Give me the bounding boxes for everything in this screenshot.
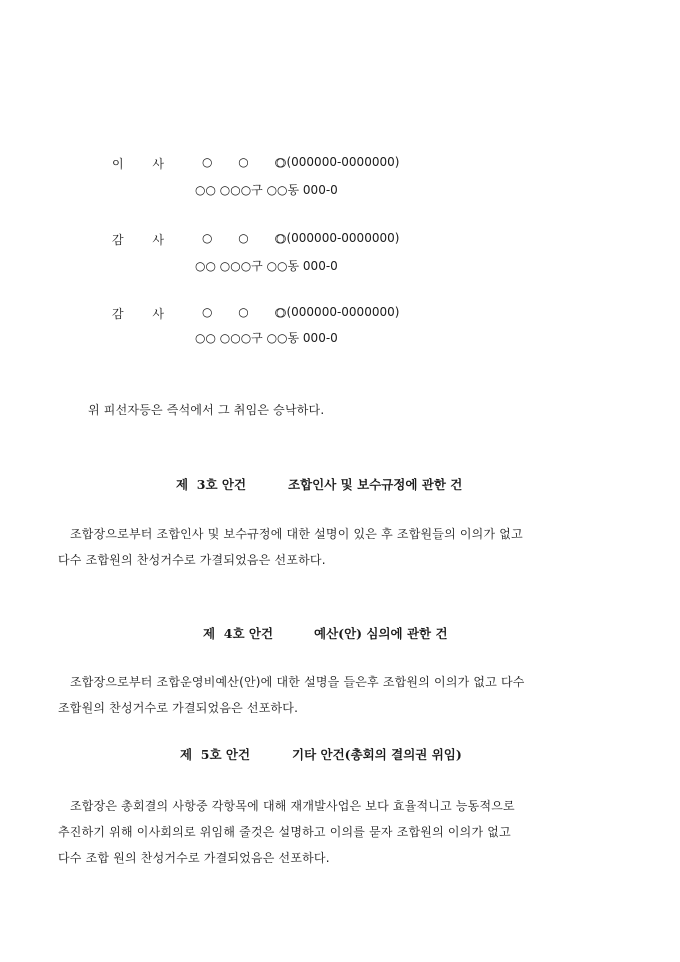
agenda-5-number: 제 5호 안건 bbox=[180, 747, 251, 762]
agenda-4-number: 제 4호 안건 bbox=[203, 626, 274, 641]
agenda-3-line: 다수 조합원의 찬성거수로 가결되었음은 선포하다. bbox=[58, 553, 326, 567]
role-char: 이 bbox=[112, 157, 124, 171]
role-char: 감 bbox=[112, 307, 124, 321]
agenda-3-line: 조합장으로부터 조합인사 및 보수규정에 대한 설명이 있은 후 조합원들의 이의가 없고 bbox=[70, 527, 523, 541]
officer-name-mark: ○ ○ ○ bbox=[202, 155, 286, 169]
role-char: 사 bbox=[152, 233, 164, 247]
agenda-5-line: 다수 조합 원의 찬성거수로 가결되었음은 선포하다. bbox=[58, 851, 330, 865]
officer-role bbox=[112, 155, 164, 172]
officer-name-mark: ○ ○ ○ bbox=[202, 231, 286, 245]
officer-name-mark: ○ ○ ○ bbox=[202, 305, 286, 319]
officer-role bbox=[112, 305, 164, 322]
agenda-3-number: 제 3호 안건 bbox=[176, 477, 247, 492]
agenda-4-line: 조합장으로부터 조합운영비예산(안)에 대한 설명을 들은후 조합원의 이의가 없고 다수 bbox=[70, 675, 525, 689]
officer-address: ○○ ○○○구 ○○동 000-0 bbox=[195, 331, 338, 345]
agenda-5-line: 조합장은 총회결의 사항중 각항목에 대해 재개발사업은 보다 효율적니고 능동적으로 bbox=[70, 799, 515, 813]
officer-address: ○○ ○○○구 ○○동 000-0 bbox=[195, 259, 338, 273]
agenda-5-line: 추진하기 위해 이사회의로 위임해 줄것은 설명하고 이의를 묻자 조합원의 이의가 없고 bbox=[58, 825, 511, 839]
role-char: 사 bbox=[152, 157, 164, 171]
agenda-4-title: 예산(안) 심의에 관한 건 bbox=[314, 626, 448, 641]
officer-role bbox=[112, 231, 164, 248]
officer-id: ○(000000-0000000) bbox=[276, 305, 400, 319]
officer-id: ○(000000-0000000) bbox=[276, 155, 400, 169]
role-char: 감 bbox=[112, 233, 124, 247]
agenda-5-title: 기타 안건(총회의 결의권 위임) bbox=[292, 747, 462, 762]
role-char: 사 bbox=[152, 307, 164, 321]
acceptance-text: 위 피선자등은 즉석에서 그 취임은 승낙하다. bbox=[88, 403, 325, 417]
agenda-4-line: 조합원의 찬성거수로 가결되었음은 선포하다. bbox=[58, 701, 299, 715]
agenda-3-title: 조합인사 및 보수규정에 관한 건 bbox=[288, 477, 463, 492]
officer-address: ○○ ○○○구 ○○동 000-0 bbox=[195, 183, 338, 197]
officer-id: ○(000000-0000000) bbox=[276, 231, 400, 245]
